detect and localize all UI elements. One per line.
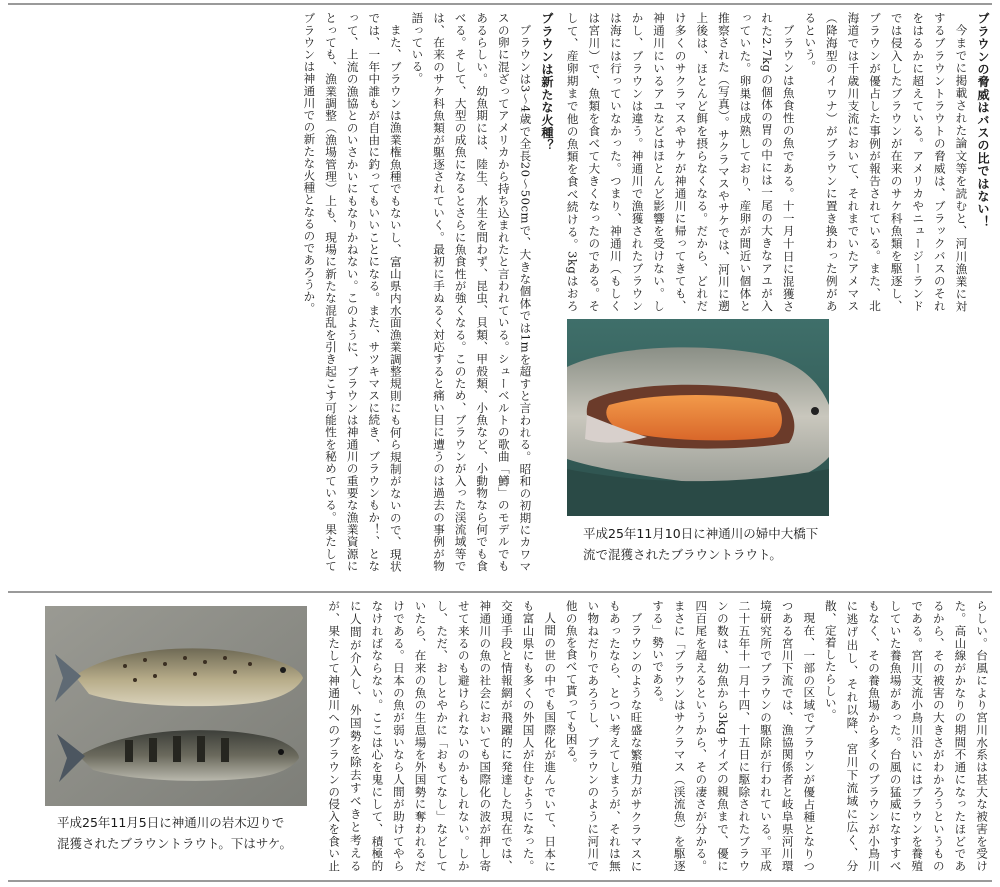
top-rule <box>8 3 992 5</box>
bottom-rule <box>8 880 992 882</box>
photo2-caption-line2: 混獲されたブラウントラウト。下はサケ。 <box>57 836 293 851</box>
middle-rule <box>8 591 992 593</box>
heading-new-trouble: ブラウンは新たな火種？ <box>540 12 554 152</box>
heading-brown-threat: ブラウンの脅威はバスの比ではない！ <box>976 12 990 228</box>
paragraph-threat: 今までに掲載された論文等を読むと、河川漁業に対するブラウントラウトの脅威は、ブラックバスのそれをはるかに超えている。アメリカやニュージーランドでは侵入したブラウンが在来のサケ科魚類を駆逐し、ブラウンが優占した事例が報告されている。また、北海道では千歳川支流において、それまでいたアメマス（降海型のイワナ）がブラウンに置き換わった例があるという。 <box>803 12 969 312</box>
paragraph-biology: ブラウンは3～4歳で全長20～50cmで、大きな個体では1mを超すと言われる。昭和の初期にカワマスの卵に混ざってアメリカから持ち込まれたと言われている。シューベルトの歌曲「鱒」のモデルでもあるらしい。幼魚期には、陸生、水生を問わず、昆虫、貝類、甲殻類、小魚など、小動物なら何でも食べる。そして、大型の成魚になるとさらに魚食性が強くなる。このため、ブラウンが入った渓流域等では、在来のサケ科魚類が駆逐されていく。最初に手ぬるく対応すると痛い目に遭うのは過去の事例が物語っている。 <box>410 12 533 572</box>
photo-trout-and-salmon <box>45 606 307 806</box>
photo1-caption-line2: 流で混獲されたブラウントラウト。 <box>583 547 782 562</box>
brown-trout-and-salmon-photo <box>45 606 307 806</box>
photo2-caption <box>57 812 319 854</box>
paragraph-piscivore: ブラウンは魚食性の魚である。十一月十日に混獲された2.7kgの個体の胃の中には一尾の大きなアユが入っていた。卵巣は成熟しており、産卵が間近い個体と推察された（写真）。サクラマスやサケでは、河川に遡上後は、ほとんど餌を摂らなくなる。だから、どれだけ多くのサクラマスやサケが神通川に帰ってきても、神通川にいるアユなどはほとんど影響を受けない。しかし、ブラウンは違う。神通川で漁獲されたブラウンは海には行っていなかった。つまり、神通川（もしくは宮川）で、魚類を食べて大きくなったのである。そして、産卵期まで他の魚類を食べ続ける。3kgはおろ <box>565 12 796 312</box>
photo2-caption-line1: 平成25年11月5日に神通川の岩木辺りで <box>57 815 285 830</box>
brown-trout-dissected-photo <box>567 319 829 516</box>
photo1-caption <box>583 523 843 565</box>
paragraph-internationalization: 人間の世の中でも国際化が進んでいて、日本にも富山県にも多くの外国人が住むようになった。交通手段と情報網が飛躍的に発達した現在では、神通川の魚の社会においても国際化の波が押し寄せて来るのも避けられないのかもしれない。しかし、ただ、おしとやかに「おもてなし」などしていたら、在来の魚の生息場を外国勢に奪われるだけである。日本の魚が弱いなら人間が助けてやらなければならない。ここは心を鬼にして、積極的に人間が介入し、外国勢を除去すべきと考えるが、果たして神通川へのブラウンの侵入を食い止 <box>327 600 558 872</box>
paragraph-extermination: 現在、一部の区域でブラウンが優占種となりつつある宮川下流では、漁協関係者と岐阜県河川環境研究所でブラウンの駆除が行われている。平成二十五年十一月十四、十五日に駆除されたブラウンの数は、幼魚から3kgサイズの親魚まで、優に四百尾を超えるというから、その凄さが分かる。まさに「ブラウンはサクラマス（渓流魚）を駆逐する」勢いである。 <box>651 600 817 872</box>
photo1-caption-line1: 平成25年11月10日に神通川の婦中大橋下 <box>583 526 819 541</box>
article-column-upper-right <box>565 12 993 312</box>
article-column-lower <box>320 600 992 872</box>
photo-dissected-trout <box>567 319 829 516</box>
paragraph-typhoon: らしい。台風により宮川水系は甚大な被害を受けた。高山線がかなりの期間不通になったほどであるから、その被害の大きさがわかろうというものである。宮川支流小鳥川沿いにはブラウンを養殖していた養魚場があった。台風の猛威になすすべもなく、その養魚場から多くのブラウンが小鳥川に逃げ出し、それ以降、宮川下流域に広く、分散、定着したらしい。 <box>823 600 989 872</box>
paragraph-fecundity: ブラウンのような旺盛な繁殖力がサクラマスにもあったなら、とつい考えてしまうが、それは無い物ねだりであろうし、ブラウンのように河川で他の魚を食べて貰っても困る。 <box>564 600 644 872</box>
article-column-upper-left <box>295 12 557 572</box>
paragraph-regulation: また、ブラウンは漁業権魚種でもないし、富山県内水面漁業調整規則にも何ら規制がないので、現状では、一年中誰もが自由に釣ってもいいことになる。また、サツキマスに続き、ブラウンもか！、となって、上流の漁協とのいさかいにもなりかねない。このように、ブラウンは神通川の重要な漁業資源にとっても、漁業調整（漁場管理）上も、現場に新たな混乱を引き起こす可能性を秘めている。果たしてブラウンは神通川での新たな火種となるのであろうか。 <box>302 12 403 572</box>
